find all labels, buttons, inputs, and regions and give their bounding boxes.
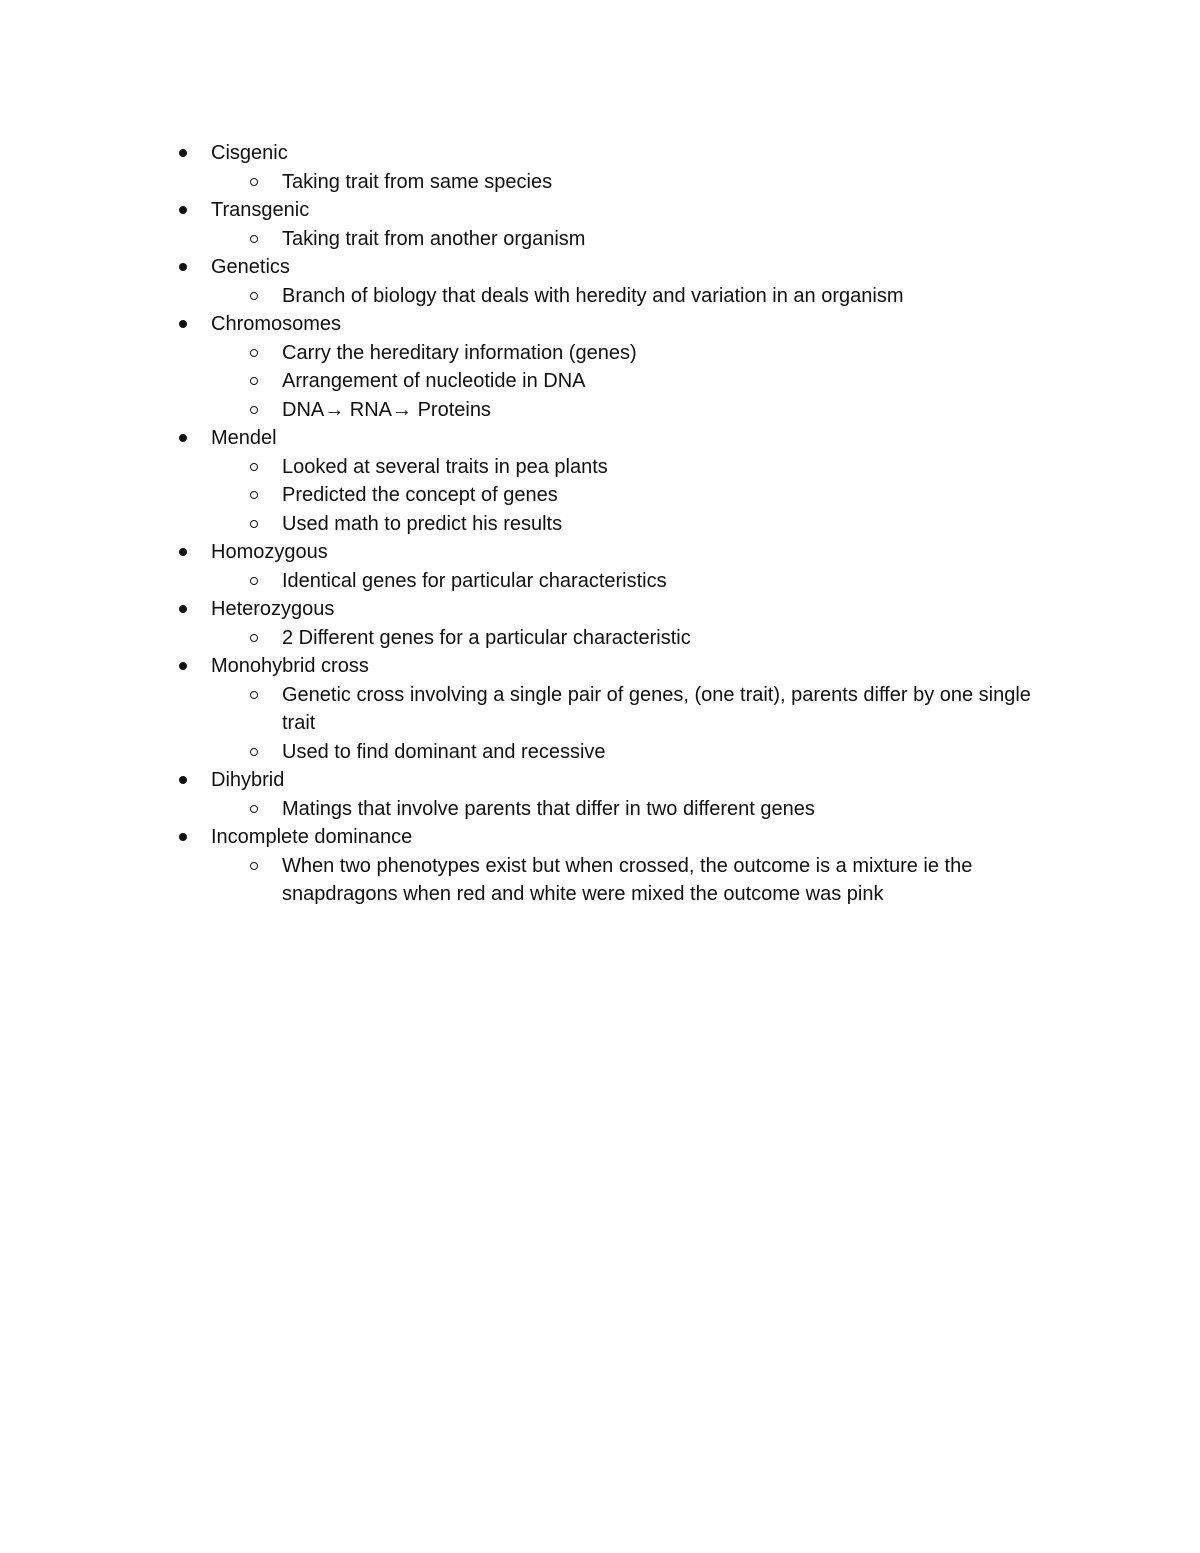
- term-item: [0, 424, 1200, 538]
- term-label: Transgenic: [211, 199, 310, 221]
- bullet-disc-icon: [179, 434, 187, 442]
- detail-item: [0, 738, 1200, 767]
- bullet-circle-icon: [250, 178, 258, 186]
- term-row: [0, 253, 1200, 282]
- detail-list: [0, 567, 1200, 596]
- term-row: [0, 424, 1200, 453]
- detail-item: [0, 367, 1200, 396]
- term-item: [0, 823, 1200, 909]
- detail-text: Taking trait from another organism: [282, 227, 586, 250]
- detail-item: [0, 282, 1200, 311]
- term-item: [0, 595, 1200, 652]
- detail-text: Matings that involve parents that differ in two different genes: [282, 797, 815, 820]
- bullet-circle-icon: [250, 577, 258, 585]
- bullet-circle-icon: [250, 463, 258, 471]
- detail-list: [0, 453, 1200, 539]
- bullet-disc-icon: [179, 320, 187, 328]
- bullet-disc-icon: [179, 833, 187, 841]
- detail-list: [0, 225, 1200, 254]
- term-row: [0, 652, 1200, 681]
- term-row: [0, 766, 1200, 795]
- bullet-disc-icon: [179, 149, 187, 157]
- bullet-disc-icon: [179, 206, 187, 214]
- bullet-disc-icon: [179, 662, 187, 670]
- detail-list: [0, 282, 1200, 311]
- detail-text: When two phenotypes exist but when crossed, the outcome is a mixture ie the snapdragons when red and white were mixed the outcome was pink: [282, 854, 973, 905]
- detail-text: Predicted the concept of genes: [282, 484, 558, 506]
- detail-text: Arrangement of nucleotide in DNA: [282, 370, 586, 392]
- detail-item: [0, 168, 1200, 197]
- bullet-circle-icon: [250, 634, 258, 642]
- detail-text: Used to find dominant and recessive: [282, 740, 606, 763]
- term-label: Heterozygous: [211, 598, 335, 620]
- detail-text: Identical genes for particular characteristics: [282, 569, 667, 592]
- bullet-disc-icon: [179, 263, 187, 271]
- bullet-circle-icon: [250, 377, 258, 385]
- term-item: [0, 139, 1200, 196]
- detail-item: [0, 396, 1200, 425]
- bullet-circle-icon: [250, 805, 258, 813]
- term-item: [0, 310, 1200, 424]
- detail-text: 2 Different genes for a particular characteristic: [282, 626, 691, 649]
- term-label: Cisgenic: [211, 142, 288, 164]
- term-label: Monohybrid cross: [211, 655, 369, 677]
- term-row: [0, 538, 1200, 567]
- bullet-circle-icon: [250, 235, 258, 243]
- term-row: [0, 823, 1200, 852]
- term-item: [0, 538, 1200, 595]
- bullet-circle-icon: [250, 406, 258, 414]
- bullet-disc-icon: [179, 605, 187, 613]
- detail-text: Genetic cross involving a single pair of genes, (one trait), parents differ by one single trait: [282, 683, 1031, 734]
- term-item: [0, 253, 1200, 310]
- bullet-circle-icon: [250, 691, 258, 699]
- term-item: [0, 766, 1200, 823]
- detail-text: Looked at several traits in pea plants: [282, 455, 608, 478]
- bullet-circle-icon: [250, 748, 258, 756]
- detail-list: [0, 624, 1200, 653]
- bullet-circle-icon: [250, 349, 258, 357]
- detail-list: [0, 339, 1200, 425]
- bullet-circle-icon: [250, 862, 258, 870]
- term-row: [0, 139, 1200, 168]
- detail-list: [0, 681, 1200, 767]
- bullet-circle-icon: [250, 491, 258, 499]
- detail-item: [0, 339, 1200, 368]
- term-label: Genetics: [211, 256, 290, 278]
- detail-text: Carry the hereditary information (genes): [282, 341, 637, 364]
- detail-item: [0, 624, 1200, 653]
- term-item: [0, 196, 1200, 253]
- detail-list: [0, 852, 1200, 909]
- term-label: Chromosomes: [211, 313, 342, 335]
- term-row: [0, 196, 1200, 225]
- notes-outline: [0, 139, 1200, 909]
- detail-text: DNA→ RNA→ Proteins: [282, 398, 491, 421]
- term-row: [0, 595, 1200, 624]
- detail-item: [0, 795, 1200, 824]
- detail-item: [0, 481, 1200, 510]
- detail-list: [0, 168, 1200, 197]
- detail-item: [0, 510, 1200, 539]
- term-label: Dihybrid: [211, 769, 285, 791]
- bullet-circle-icon: [250, 520, 258, 528]
- detail-item: [0, 567, 1200, 596]
- term-label: Incomplete dominance: [211, 826, 413, 848]
- bullet-disc-icon: [179, 548, 187, 556]
- term-label: Homozygous: [211, 541, 328, 563]
- detail-list: [0, 795, 1200, 824]
- detail-text: Branch of biology that deals with heredity and variation in an organism: [282, 284, 904, 307]
- detail-item: [0, 681, 1200, 738]
- bullet-disc-icon: [179, 776, 187, 784]
- term-item: [0, 652, 1200, 766]
- detail-item: [0, 225, 1200, 254]
- term-label: Mendel: [211, 427, 277, 449]
- term-row: [0, 310, 1200, 339]
- detail-item: [0, 852, 1200, 909]
- detail-text: Used math to predict his results: [282, 512, 563, 535]
- detail-item: [0, 453, 1200, 482]
- bullet-circle-icon: [250, 292, 258, 300]
- detail-text: Taking trait from same species: [282, 170, 553, 193]
